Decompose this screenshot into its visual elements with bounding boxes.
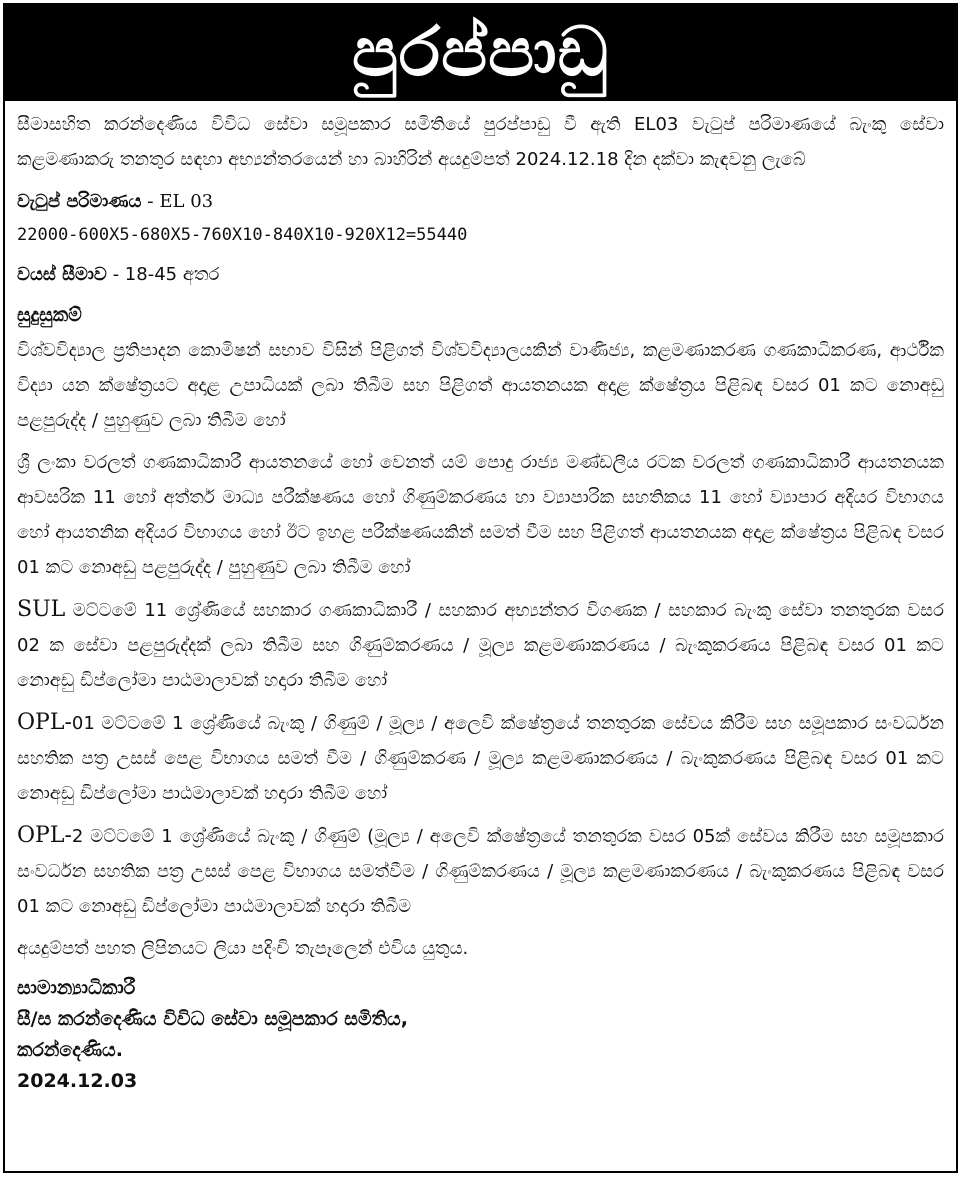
signature-town: කරන්දෙණිය. xyxy=(17,1039,123,1061)
signature-date: 2024.12.03 xyxy=(17,1070,138,1092)
qualification-text: 01 මට්ටමේ 1 ශ්‍රේණියේ බැංකු / ගිණුම් / මූල්‍ය / අලෙවි ක්ෂේත්‍රයේ තනතුරක සේවය කිරීම සහ සමූපකාර සංවර්ධන සහතික පත්‍ර උසස් පෙළ විභාගය සමත් වීම / ගිණුම්කරණ / මූල්‍ය කළමණාකරණය / බැංකුකරණය පිළිබඳ වසර 01 කට නොඅඩු ඩිප්ලෝමා පාඨමාලාවක් හදාරා තිබීම හෝ xyxy=(17,713,944,804)
salary-scale: 22000-600X5-680X5-760X10-840X10-920X12=55440 xyxy=(17,225,468,245)
title-banner xyxy=(5,5,956,101)
qualification-item-2 xyxy=(17,445,944,585)
salary-separator: - xyxy=(141,191,160,212)
age-value: 18-45 අතර xyxy=(124,264,220,285)
qualifications-title: සුදුසුකම් xyxy=(17,304,82,326)
signature-block xyxy=(17,973,944,1097)
qualification-item-4 xyxy=(17,705,944,811)
qualification-code: SUL xyxy=(17,597,66,622)
salary-value: EL 03 xyxy=(159,191,214,212)
qualification-item-3 xyxy=(17,592,944,698)
salary-label: වැටුප් පරිමාණය xyxy=(17,191,142,212)
advertisement xyxy=(3,3,958,1173)
qualification-code: OPL- xyxy=(17,710,72,735)
signature-organization: සී/ස කරන්දෙණිය විවිධ සේවා සමූපකාර සමිතිය, xyxy=(17,1008,408,1030)
page-title: පුරප්පාඩු xyxy=(352,13,609,92)
qualification-text: මට්ටමේ 11 ශ්‍රේණියේ සහකාර ගණකාධිකාරී / සහකාර අභ්‍යන්තර විගණක / සහකාර බැංකු සේවා තනතුරක වසර 02 ක සේවා පළපුරුද්දක් ලබා තිබීම සහ ගිණුම්කරණය / මූල්‍ය කළමණාකරණය / බැංකුකරණය පිළිබඳ වසර 01 කට නොඅඩු ඩිප්ලෝමා පාඨමාලාවක් හදාරා තිබීම හෝ xyxy=(17,600,944,691)
advertisement-body xyxy=(5,101,956,1097)
age-separator: - xyxy=(106,264,125,285)
qualification-item-5 xyxy=(17,818,944,924)
qualification-text: ශ්‍රී ලංකා වරලත් ගණකාධිකාරී ආයතනයේ හෝ වෙනත් යම් පොදු රාජ්‍ය මණ්ඩලීය රටක වරලත් ගණකාධිකාරී ආයතනයක ආවසරික 11 හෝ අත්තර් මාධ්‍ය පරීක්ෂණය හෝ ගිණුම්කරණය හා ව්‍යාපාරික සහතිකය 11 හෝ ව්‍යාපාර අදියර විභාගය හෝ ආයතනික අදියර විභාගය හෝ ඊට ඉහළ පරීක්ෂණයකින් සමත් වීම සහ පිළිගත් ආයතනයක අදාළ ක්ෂේත්‍රය පිළිබඳ වසර 01 කට නොඅඩු පළපුරුද්ද / පුහුණුව ලබා තිබීම හෝ xyxy=(17,452,944,578)
qualification-text: විශ්වවිද්‍යාල ප්‍රතිපාදන කොමිෂන් සභාව විසින් පිළිගත් විශ්වවිද්‍යාලයකින් වාණිජ්‍ය, කළමණාකරණ ගණකාධිකරණ, ආර්ථික විද්‍යා යන ක්ෂේත්‍රයට අදාළ උපාධියක් ලබා තිබීම සහ පිළිගත් ආයතනයක අදාළ ක්ෂේත්‍රය පිළිබඳ වසර 01 කට නොඅඩු පළපුරුද්ද / පුහුණුව ලබා තිබීම හෝ xyxy=(17,340,944,431)
signature-title: සාමාන්‍යාධිකාරී xyxy=(17,977,136,999)
qualification-item-1 xyxy=(17,333,944,438)
intro-paragraph: සීමාසහිත කරන්දෙණිය විවිධ සේවා සමූපකාර සමිතියේ පුරප්පාඩු වී ඇති EL03 වැටුප් පරිමාණයේ බැංකු සේවා කළමණාකරු තනතුර සඳහා අභ්‍යන්තරයෙන් හා බාහිරින් අයදුම්පත් 2024.12.18 දින දක්වා කැඳවනු ලැබේ xyxy=(17,114,944,170)
qualification-text: 2 මට්ටමේ 1 ශ්‍රේණියේ බැංකු / ගිණුම් (මූල්‍ය / අලෙවි ක්ෂේත්‍රයේ තනතුරක වසර 05ක් සේවය කිරීම සහ සමූපකාර සංවර්ධන සහතික පත්‍ර උසස් පෙළ විභාගය සමත්වීම / ගිණුම්කරණය / මූල්‍ය කළමණාකරණය / බැංකුකරණය පිළිබඳ වසර 01 කට නොඅඩු ඩිප්ලෝමා පාඨමාලාවක් හදාරා තිබීම xyxy=(17,826,944,917)
age-label: වයස් සීමාව xyxy=(17,264,107,285)
salary-line xyxy=(17,184,944,219)
closing-instruction: අයදුම්පත් පහත ලිපිනයට ලියා පදිංචි තැපෑලෙන් එවිය යුතුය. xyxy=(17,938,469,959)
qualification-code: OPL- xyxy=(17,823,72,848)
age-line xyxy=(17,257,944,292)
